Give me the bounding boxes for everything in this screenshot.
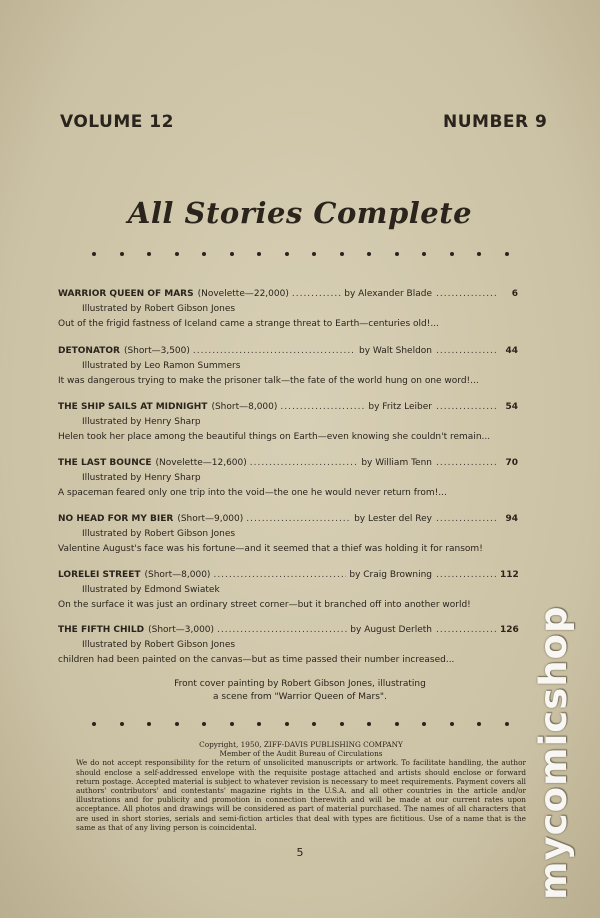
volume-label: VOLUME 12 (60, 112, 174, 132)
divider-dot (230, 252, 234, 256)
story-illustrator: Illustrated by Robert Gibson Jones (82, 529, 236, 539)
leader-dots (436, 288, 496, 300)
divider-dot (147, 722, 151, 726)
story-length: (Short—9,000) (177, 514, 244, 524)
divider-dot (202, 722, 206, 726)
dot-divider-top (92, 252, 512, 258)
divider-dot (92, 252, 96, 256)
divider-dot (422, 252, 426, 256)
story-title: LORELEI STREET (58, 570, 141, 580)
list-item (58, 624, 518, 666)
story-length: (Short—8,000) (144, 570, 211, 580)
story-teaser: It was dangerous trying to make the prisoner talk—the fate of the world hung on one word!... (58, 376, 479, 386)
leader-dots (292, 288, 341, 300)
divider-dot (395, 722, 399, 726)
divider-dot (120, 252, 124, 256)
story-illustrator: Illustrated by Edmond Swiatek (82, 585, 220, 595)
story-author: by Craig Browning (349, 570, 432, 580)
divider-dot (175, 722, 179, 726)
story-teaser: children had been painted on the canvas—but as time passed their number increased... (58, 655, 455, 665)
story-length: (Short—3,500) (123, 346, 190, 356)
cover-credit-line1: Front cover painting by Robert Gibson Jones, illustrating (174, 679, 426, 689)
story-illustrator: Illustrated by Henry Sharp (82, 417, 201, 427)
list-item (58, 569, 518, 611)
divider-dot (257, 252, 261, 256)
story-teaser: On the surface it was just an ordinary street corner—but it branched off into another world! (58, 600, 471, 610)
divider-dot (147, 252, 151, 256)
divider-dot (175, 252, 179, 256)
leader-dots (280, 401, 365, 413)
story-author: by August Derleth (350, 625, 432, 635)
story-page: 94 (505, 514, 518, 524)
divider-dot (202, 252, 206, 256)
divider-dot (120, 722, 124, 726)
list-item (58, 401, 518, 443)
story-page: 54 (505, 402, 518, 412)
story-title: NO HEAD FOR MY BIER (58, 514, 174, 524)
story-illustrator: Illustrated by Robert Gibson Jones (82, 640, 236, 650)
leader-dots (193, 345, 356, 357)
divider-dot (285, 722, 289, 726)
divider-dot (92, 722, 96, 726)
story-title: DETONATOR (58, 346, 120, 356)
story-page: 126 (500, 625, 519, 635)
story-illustrator: Illustrated by Robert Gibson Jones (82, 304, 236, 314)
divider-dot (477, 252, 481, 256)
disclaimer-text: We do not accept responsibility for the return of unsolicited manuscripts or artwork. To facilitate handling, the author should enclose a self-addressed envelope with the requisite postage attached and artists should enclose or forward return postage. Accepted material is subject to whatever revision is necessary to meet requirements. Payment covers all authors' contributors' and contestants' magazine rights in the U.S.A. and all other countries in the article and/or illustrations and for publicity and promotion in connection therewith and will be made at our current rates upon acceptance. All photos and drawings will be considered as part of material purchased. The names of all characters that are used in short stories, serials and semi-fiction articles that deal with types are fictitious. Use of a name that is the same as that of any living person is coincidental. (76, 758, 526, 832)
leader-dots (213, 569, 346, 581)
divider-dot (422, 722, 426, 726)
story-length: (Novelette—12,600) (155, 458, 247, 468)
list-item (58, 513, 518, 555)
list-item (58, 288, 518, 330)
list-item (58, 345, 518, 387)
leader-dots (250, 457, 359, 469)
audit-bureau-line: Member of the Audit Bureau of Circulations (219, 749, 383, 759)
story-length: (Short—8,000) (211, 402, 278, 412)
leader-dots (246, 513, 351, 525)
story-author: by Alexander Blade (344, 289, 432, 299)
copyright-line: Copyright, 1950, ZIFF-DAVIS PUBLISHING COMPANY (199, 740, 403, 749)
leader-dots (436, 457, 496, 469)
divider-dot (367, 252, 371, 256)
story-teaser: A spaceman feared only one trip into the void—the one he would never return from!... (58, 488, 447, 498)
story-length: (Novelette—22,000) (197, 289, 289, 299)
divider-dot (477, 722, 481, 726)
fine-print (76, 740, 526, 832)
leader-dots (217, 624, 347, 636)
divider-dot (340, 722, 344, 726)
divider-dot (450, 252, 454, 256)
story-teaser: Out of the frigid fastness of Iceland came a strange threat to Earth—centuries old!... (58, 319, 439, 329)
leader-dots (436, 401, 496, 413)
story-title: THE SHIP SAILS AT MIDNIGHT (58, 402, 208, 412)
story-page: 70 (505, 458, 518, 468)
leader-dots (436, 569, 496, 581)
story-teaser: Helen took her place among the beautiful things on Earth—even knowing she couldn't remain... (58, 432, 491, 442)
divider-dot (450, 722, 454, 726)
story-author: by Walt Sheldon (358, 346, 432, 356)
story-page: 6 (511, 289, 518, 299)
leader-dots (436, 513, 496, 525)
divider-dot (340, 252, 344, 256)
story-title: THE LAST BOUNCE (58, 458, 152, 468)
divider-dot (367, 722, 371, 726)
dot-divider-bottom (92, 722, 512, 728)
story-author: by William Tenn (361, 458, 432, 468)
divider-dot (230, 722, 234, 726)
story-title: THE FIFTH CHILD (58, 625, 145, 635)
divider-dot (312, 252, 316, 256)
story-author: by Lester del Rey (354, 514, 432, 524)
divider-dot (505, 252, 509, 256)
divider-dot (505, 722, 509, 726)
divider-dot (285, 252, 289, 256)
story-illustrator: Illustrated by Leo Ramon Summers (82, 361, 241, 371)
page-number: 5 (296, 846, 304, 859)
divider-dot (395, 252, 399, 256)
cover-credit (130, 678, 470, 704)
leader-dots (436, 345, 496, 357)
watermark-logo: mycomicshop (532, 605, 575, 900)
story-length: (Short—3,000) (148, 625, 215, 635)
story-author: by Fritz Leiber (368, 402, 432, 412)
number-label: NUMBER 9 (443, 112, 548, 132)
divider-dot (257, 722, 261, 726)
cover-credit-line2: a scene from "Warrior Queen of Mars". (213, 692, 387, 702)
list-item (58, 457, 518, 499)
story-title: WARRIOR QUEEN OF MARS (58, 289, 194, 299)
leader-dots (436, 624, 496, 636)
page-title: All Stories Complete (127, 196, 473, 230)
story-page: 44 (505, 346, 518, 356)
divider-dot (312, 722, 316, 726)
story-teaser: Valentine August's face was his fortune—and it seemed that a thief was holding it for ransom! (58, 544, 483, 554)
story-page: 112 (500, 570, 519, 580)
story-illustrator: Illustrated by Henry Sharp (82, 473, 201, 483)
